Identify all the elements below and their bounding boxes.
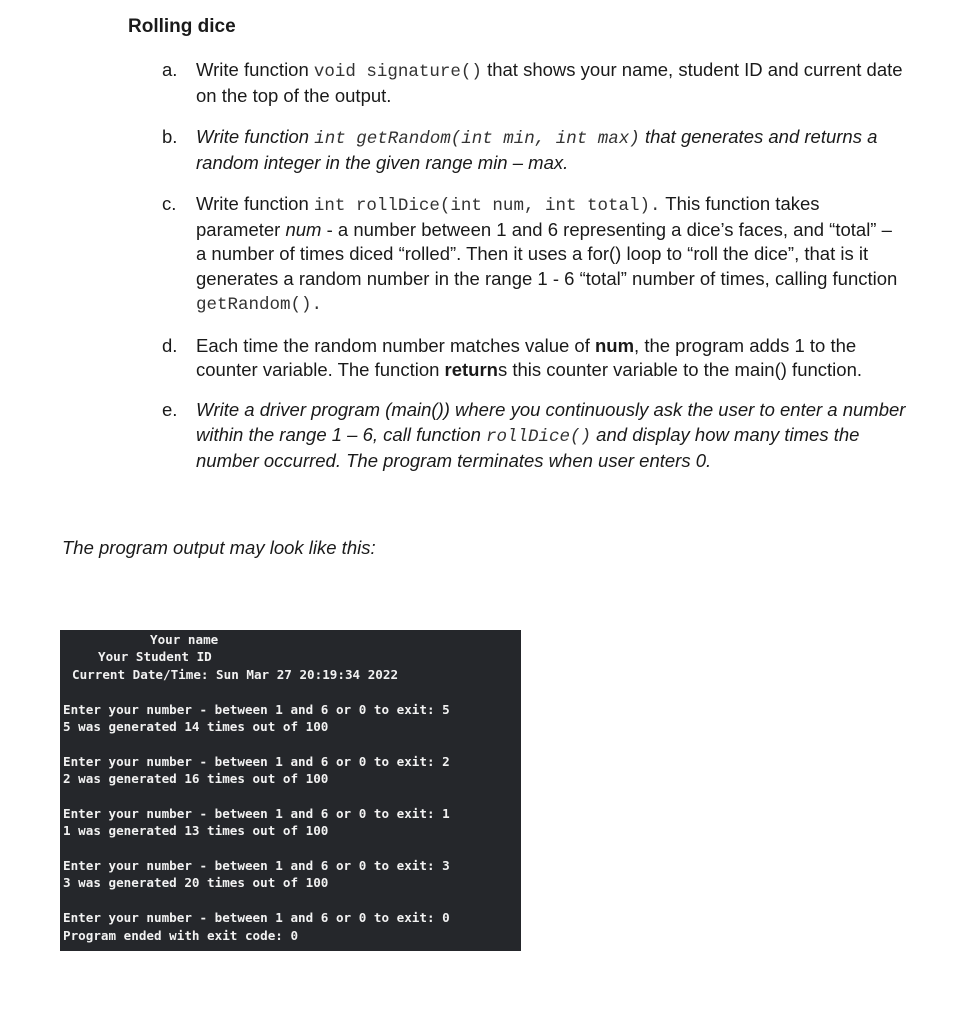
task-item-e xyxy=(162,398,907,473)
item-text xyxy=(196,126,877,173)
code-snippet: int rollDice(int num, int total). xyxy=(313,195,661,216)
text-run: Each time the random number matches value of xyxy=(196,334,595,356)
item-letter: e. xyxy=(162,399,178,421)
item-letter: c. xyxy=(162,192,177,214)
emphasis: num xyxy=(285,219,322,241)
task-item-c xyxy=(162,192,907,318)
bold-text: return xyxy=(444,359,498,381)
task-item-d xyxy=(162,334,907,383)
item-text xyxy=(196,193,897,314)
item-letter: a. xyxy=(162,59,178,80)
item-text xyxy=(196,399,905,471)
task-list xyxy=(162,58,907,490)
page-title: Rolling dice xyxy=(128,16,236,37)
console-header-name: Your name xyxy=(150,632,219,647)
text-run: that generates and returns a random integer in the given range min – max. xyxy=(196,125,878,174)
text-run: and display how many times the number occurred. The program terminates when user enters 0. xyxy=(196,423,860,472)
console-exit-message: Program ended with exit code: 0 xyxy=(63,927,299,943)
bold-text: num xyxy=(594,334,635,356)
code-snippet: getRandom(). xyxy=(196,295,323,316)
text-run: - a number between 1 and 6 representing a dice’s faces, and “total” – a number of times diced “rolled”. Then it uses a for() loop to “roll the dice”, that is it generates a random number in the range 1 - 6 “total” number of times, calling function xyxy=(196,219,898,289)
text-run: s this counter variable to the main() function. xyxy=(497,359,862,381)
text-run: Write function xyxy=(196,192,314,214)
item-text xyxy=(196,335,862,380)
console-result: 1 was generated 13 times out of 100 xyxy=(63,823,329,839)
console-prompt: Enter your number - between 1 and 6 or 0 to exit: 5 xyxy=(63,701,450,717)
console-prompt: Enter your number - between 1 and 6 or 0 to exit: 0 xyxy=(63,910,450,926)
console-result: 2 was generated 16 times out of 100 xyxy=(63,771,329,787)
text-run: Write function xyxy=(196,125,315,147)
console-prompt: Enter your number - between 1 and 6 or 0 to exit: 2 xyxy=(63,753,450,769)
console-output xyxy=(60,630,521,951)
code-snippet: rollDice() xyxy=(486,426,592,447)
code-snippet: int getRandom(int min, int max) xyxy=(314,128,640,149)
text-run: Write function xyxy=(196,59,314,80)
console-header-id: Your Student ID xyxy=(98,649,212,665)
item-letter: b. xyxy=(162,125,178,147)
text-run: Write a driver program (main()) where you continuously ask the user to enter a number within the range 1 – 6, call function xyxy=(196,399,906,445)
text-run: , the program adds 1 to the counter variable. The function xyxy=(196,334,857,381)
console-result: 5 was generated 14 times out of 100 xyxy=(63,718,329,734)
output-intro: The program output may look like this: xyxy=(62,537,376,558)
task-item-b xyxy=(162,125,907,176)
text-run: This function takes parameter xyxy=(196,192,820,241)
console-result: 3 was generated 20 times out of 100 xyxy=(63,875,329,891)
task-item-a xyxy=(162,58,907,109)
console-prompt: Enter your number - between 1 and 6 or 0 to exit: 1 xyxy=(63,805,450,821)
text-run: that shows your name, student ID and current date on the top of the output. xyxy=(196,59,903,107)
item-letter: d. xyxy=(162,334,178,356)
console-header-date: Current Date/Time: Sun Mar 27 20:19:34 2022 xyxy=(72,666,399,682)
item-text xyxy=(196,59,903,106)
console-prompt: Enter your number - between 1 and 6 or 0 to exit: 3 xyxy=(63,858,450,874)
code-snippet: void signature() xyxy=(313,62,482,82)
